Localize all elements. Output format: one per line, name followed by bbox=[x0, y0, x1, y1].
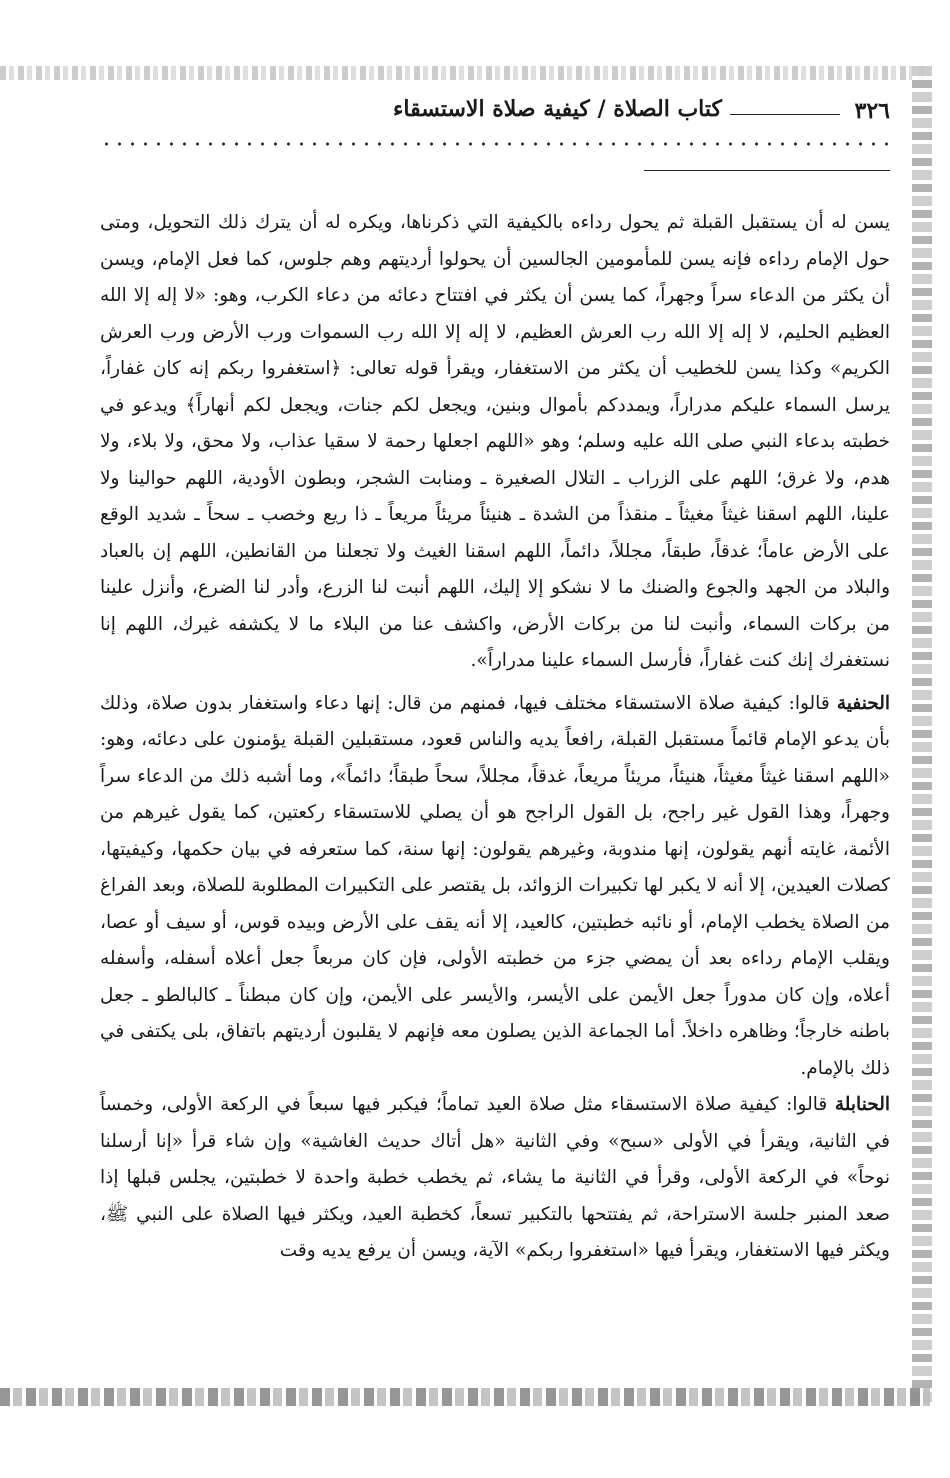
paragraph-hanbali bbox=[100, 1087, 890, 1270]
paragraph-text: يسن له أن يستقبل القبلة ثم يحول رداءه بالكيفية التي ذكرناها، ويكره له أن يترك ذلك التحويل، ومتى حول الإمام رداءه فإنه يسن للمأمومين الجالسين أن يحولوا أرديتهم وهم جلوس، كما فعل الإمام، ويسن أن يكثر من الدعاء سراً وجهراً، كما يسن أن يكثر في افتتاح دعائه من دعاء الكرب، وهو: «لا إله إلا الله العظيم الحليم، لا إله إلا الله رب العرش العظيم، لا إله إلا الله رب السموات ورب الأرض ورب العرش الكريم» وكذا يسن للخطيب أن يكثر من الاستغفار، ويقرأ قوله تعالى: ﴿استغفروا ربكم إنه كان غفاراً، يرسل السماء عليكم مدراراً، ويمددكم بأموال وبنين، ويجعل لكم جنات، ويجعل لكم أنهاراً﴾ ويدعو في خطبته بدعاء النبي صلى الله عليه وسلم؛ وهو «اللهم اجعلها رحمة لا سقيا عذاب، ولا محق، ولا بلاء، ولا هدم، ولا غرق؛ اللهم على الزراب ـ التلال الصغيرة ـ ومنابت الشجر، وبطون الأودية، اللهم حوالينا ولا علينا، اللهم اسقنا غيثاً مغيثاً ـ منقذاً من الشدة ـ هنيئاً مريئاً مريعاً ـ ذا ريع وخصب ـ سحاً ـ شديد الوقع على الأرض عاماً؛ غدقاً، طبقاً، مجللاً، دائماً، اللهم اسقنا الغيث ولا تجعلنا من القانطين، اللهم إن بالعباد والبلاد من الجهد والجوع والضنك ما لا نشكو إلا إليك، اللهم أنبت لنا الزرع، وأدر لنا الضرع، وأنزل علينا من بركات السماء، وأنبت لنا من بركات الأرض، واكشف عنا من البلاء ما لا يكشفه غيرك، اللهم إنا نستغفرك إنك كنت غفاراً، فأرسل السماء علينا مدراراً». bbox=[100, 212, 890, 671]
dotted-separator bbox=[100, 140, 890, 148]
madhhab-label-hanbali: الحنابلة bbox=[834, 1094, 890, 1115]
decorative-border-right bbox=[912, 66, 932, 1406]
footnote-separator-rule bbox=[644, 170, 890, 171]
decorative-border-bottom bbox=[0, 1388, 930, 1406]
paragraph-text: قالوا: كيفية صلاة الاستسقاء مختلف فيها، فمنهم من قال: إنها دعاء واستغفار بدون صلاة، وذلك بأن يدعو الإمام قائماً مستقبل القبلة، رافعاً يديه والناس قعود، مستقبلين القبلة يؤمنون على دعائه، وهو: «اللهم اسقنا غيثاً مغيثاً، هنيئاً، مريئاً مريعاً، غدقاً، مجللاً، سحاً طبقاً؛ دائماً»، وما أشبه ذلك من الدعاء سراً وجهراً، وهذا القول غير راجح، بل القول الراجح هو أن يصلي للاستسقاء ركعتين، كما يقول غيرهم من الأئمة، غايته أنهم يقولون، إنها مندوبة، وغيرهم يقولون: إنها سنة، كما ستعرفه في بيان حكمها، وكيفيتها، كصلات العيدين، إلا أنه لا يكبر لها تكبيرات الزوائد، بل يقتصر على التكبيرات المطلوبة للصلاة، وبعد الفراغ من الصلاة يخطب الإمام، أو نائبه خطبتين، كالعيد، إلا أنه يقف على الأرض وبيده قوس، أو سيف أو عصا، ويقلب الإمام رداءه بعد أن يمضي جزء من خطبته الأولى، فإن كان مربعاً جعل أعلاه أسفله، وأسفله أعلاه، وإن كان مدوراً جعل الأيمن على الأيسر، والأيسر على الأيمن، وإن كان مبطناً ـ كالبالطو ـ جعل باطنه خارجاً؛ وظاهره داخلاً. أما الجماعة الذين يصلون معه فإنهم لا يقلبون أرديتهم باتفاق، بلى يكتفى في ذلك بالإمام. bbox=[100, 692, 890, 1079]
madhhab-label-hanafi: الحنفية bbox=[836, 692, 890, 714]
paragraph-hanafi bbox=[100, 686, 890, 1088]
decorative-border-top bbox=[0, 66, 930, 80]
paragraph-text: قالوا: كيفية صلاة الاستسقاء مثل صلاة العيد تماماً؛ فيكبر فيها سبعاً في الركعة الأولى، وخمساً في الثانية، ويقرأ في الأولى «سبح» وفي الثانية «هل أتاك حديث الغاشية» وإن شاء قرأ «إنا أرسلنا نوحاً» في الركعة الأولى، وقرأ في الثانية ما يشاء، ثم يخطب خطبة واحدة لا خطبتين، يجلس قبلها إذا صعد المنبر جلسة الاستراحة، ثم يفتتحها بالتكبير تسعاً، كخطبة العيد، ويكثر فيها الصلاة على النبي ﷺ، ويكثر فيها الاستغفار، ويقرأ فيها «استغفروا ربكم» الآية، ويسن أن يرفع يديه وقت bbox=[100, 1094, 890, 1261]
body-text bbox=[100, 205, 890, 1270]
paragraph-continuation bbox=[100, 205, 890, 680]
page-number: ٣٢٦ bbox=[854, 98, 890, 124]
page-header bbox=[100, 96, 890, 130]
bottom-margin bbox=[0, 1406, 950, 1478]
running-title: كتاب الصلاة / كيفية صلاة الاستسقاء bbox=[393, 96, 722, 122]
header-rule bbox=[730, 114, 840, 115]
